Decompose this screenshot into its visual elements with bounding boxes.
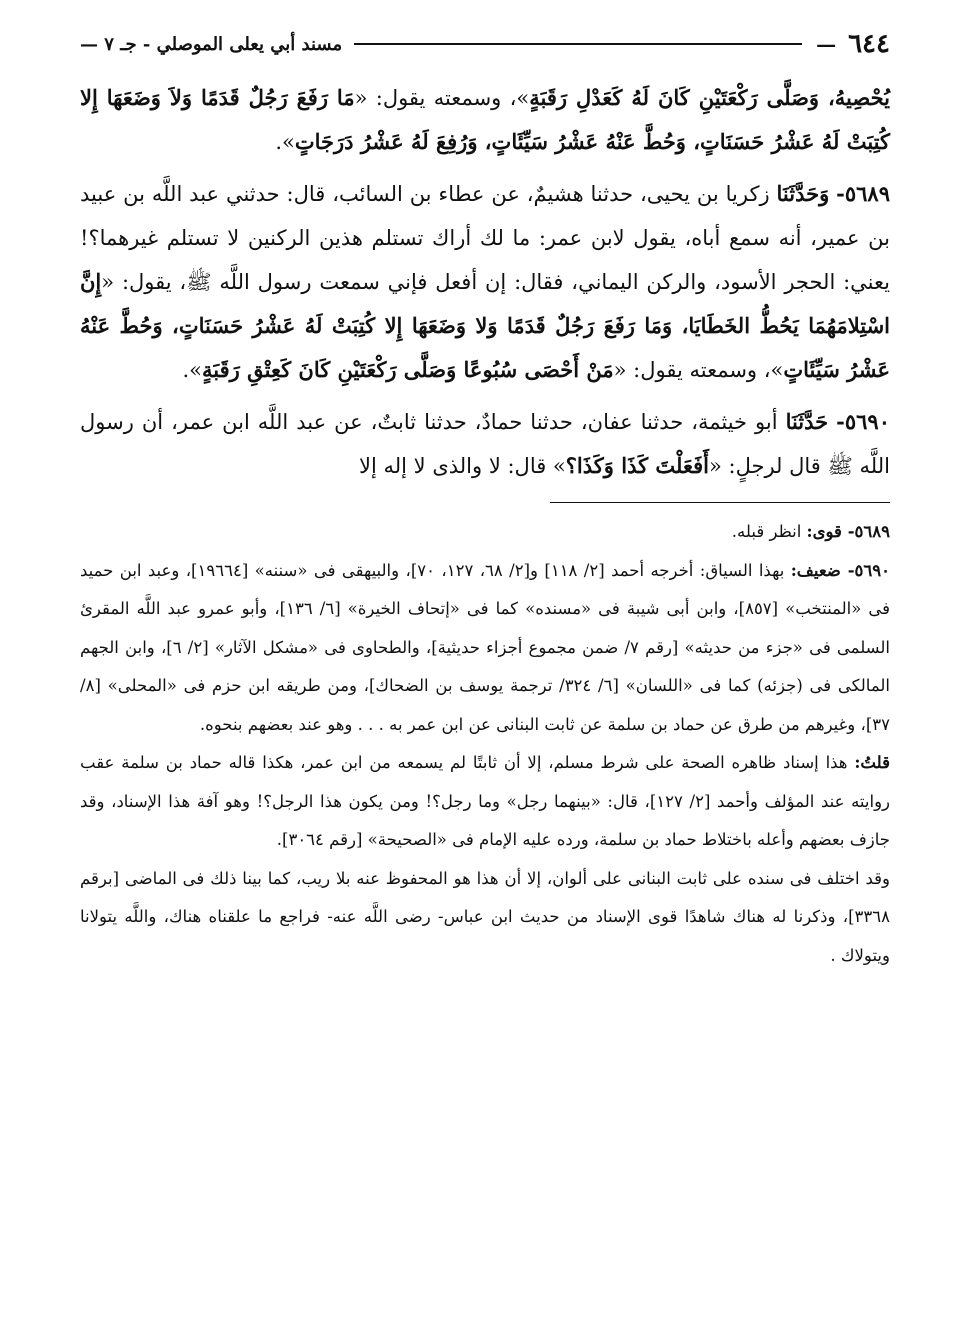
footnote-text: انظر قبله. — [731, 522, 807, 541]
page-header — [80, 22, 890, 66]
narration-text: »، وسمعته يقول: « — [613, 358, 784, 382]
chain-opening: حَدَّثَنَا — [785, 409, 829, 434]
footnote-label: قلتُ: — [854, 753, 890, 772]
running-title: مسند أبي يعلى الموصلي - جـ ٧ — — [80, 33, 343, 55]
footnote-text: هذا إسناد ظاهره الصحة على شرط مسلم، إلا أن ثابتًا لم يسمعه من ابن عمر، هكذا قاله حماد بن سلمة عقب روايته عند المؤلف وأحمد [٢/ ١٢٧]، قال: «بينهما رجل» وما رجل؟! ومن يكون هذا الرجل؟! وهو آفة هذا الإسناد، وقد جازف بعضهم وأعله باختلاط حماد بن سلمة، ورده عليه الإمام فى «الصحيحة» [رقم ٣٠٦٤]. — [80, 753, 891, 849]
footnote-label: ٥٦٨٩- قوى: — [806, 522, 890, 541]
footnote-5690 — [80, 552, 890, 745]
paragraph-continuation — [80, 76, 890, 164]
footnote-5689 — [80, 513, 890, 552]
prophetic-text: مَنْ أَحْصَى سُبُوعًا وَصَلَّى رَكْعَتَيْنِ كَانَ كَعِتْقِ رَقَبَةٍ — [202, 357, 614, 382]
footnote-comment-continued — [80, 860, 890, 976]
footnote-text: بهذا السياق: أخرجه أحمد [٢/ ١١٨] و[٢/ ٦٨، ١٢٧، ٧٠]، والبيهقى فى «سننه» [١٩٦٦٤]، وعبد ابن حميد فى «المنتخب» [٨٥٧]، وابن أبى شيبة فى «مسنده» كما فى «إتحاف الخيرة» [٦/ ١٣٦]، وأبو عمرو عبد اللَّه المقرئ السلمى فى «جزء من حديثه» [رقم ٧/ ضمن مجموع أجزاء حديثية]، والطحاوى فى «مشكل الآثار» [٢/ ٦]، وابن الجهم المالكى فى (جزئه) كما فى «اللسان» [٦/ ٣٢٤/ ترجمة يوسف بن الضحاك]، ومن طريقه ابن حزم فى «المحلى» [٨/ ٣٧]، وغيرهم من طرق عن حماد بن سلمة عن ثابت البنانى عن ابن عمر به . . . وهو عند بعضهم بنحوه. — [80, 560, 891, 734]
header-dash: — — [816, 32, 837, 56]
hadith-number: ٥٦٩٠- — [836, 409, 890, 434]
hadith-number: ٥٦٨٩- — [836, 181, 890, 206]
narration-text: ». — [275, 130, 295, 154]
prophetic-text: يُحْصِيهُ، وَصَلَّى رَكْعَتَيْنِ كَانَ لَهُ كَعَدْلِ رَقَبَةٍ — [529, 85, 890, 110]
header-rule — [354, 43, 802, 45]
footnote-comment — [80, 744, 890, 860]
footnote-text: وقد اختلف فى سنده على ثابت البنانى على ألوان، إلا أن هذا هو المحفوظ عنه بلا ريب، كما بينا ذلك فى الماضى [برقم ٣٣٦٨]، وذكرنا له هناك شاهدًا قوى الإسناد من حديث ابن عباس- رضى اللَّه عنه- فراجع ما علقناه هناك، واللَّه يتولانا ويتولاك . — [80, 868, 890, 965]
narration-text: أبو خيثمة، حدثنا عفان، حدثنا حمادٌ، حدثنا ثابتٌ، عن عبد اللَّه ابن عمر، أن رسول اللَّه ﷺ قال لرجلٍ: « — [80, 410, 890, 478]
narration-text: ». — [182, 358, 203, 382]
footnote-label: ٥٦٩٠- ضعيف: — [790, 560, 890, 580]
hadith-5690 — [80, 400, 890, 488]
hadith-5689 — [80, 172, 890, 392]
main-text — [80, 76, 890, 488]
footnote-separator — [550, 502, 890, 503]
prophetic-text: أَفَعَلْتَ كَذَا وَكَذَا؟ — [565, 453, 709, 478]
footnotes — [80, 513, 890, 975]
narration-text: »، وسمعته يقول: « — [354, 86, 530, 110]
prophetic-text: إِنَّ اسْتِلامَهُمَا يَحُطُّ الخَطَايَا، وَمَا رَفَعَ رَجُلٌ قَدَمًا وَلا وَضَعَهَا إِلا كُتِبَتْ لَهُ عَشْرُ حَسَنَاتٍ، وَحُطَّ عَنْهُ عَشْرُ سَيِّئَاتٍ — [80, 269, 890, 382]
narration-text: » قال: لا والذى لا إله إلا — [359, 454, 566, 478]
chain-opening: وَحَدَّثَنَا — [776, 181, 830, 206]
prophetic-text: مَا رَفَعَ رَجُلٌ قَدَمًا وَلاَ وَضَعَهَا إِلا كُتِبَتْ لَهُ عَشْرُ حَسَنَاتٍ، وَحُطَّ عَنْهُ عَشْرُ سَيِّئَاتٍ، وَرُفِعَ لَهُ عَشْرُ دَرَجَاتٍ — [80, 85, 890, 154]
narration-text: زكريا بن يحيى، حدثنا هشيمٌ، عن عطاء بن السائب، قال: حدثني عبد اللَّه بن عبيد بن عمير، أنه سمع أباه، يقول لابن عمر: ما لك أراك تستلم هذين الركنين لا تستلم غيرهما؟! يعني: الحجر الأسود، والركن اليماني، فقال: إن أفعل فإني سمعت رسول اللَّه ﷺ، يقول: « — [80, 182, 890, 294]
page-number: ٦٤٤ — [848, 29, 890, 59]
book-page — [80, 22, 890, 975]
